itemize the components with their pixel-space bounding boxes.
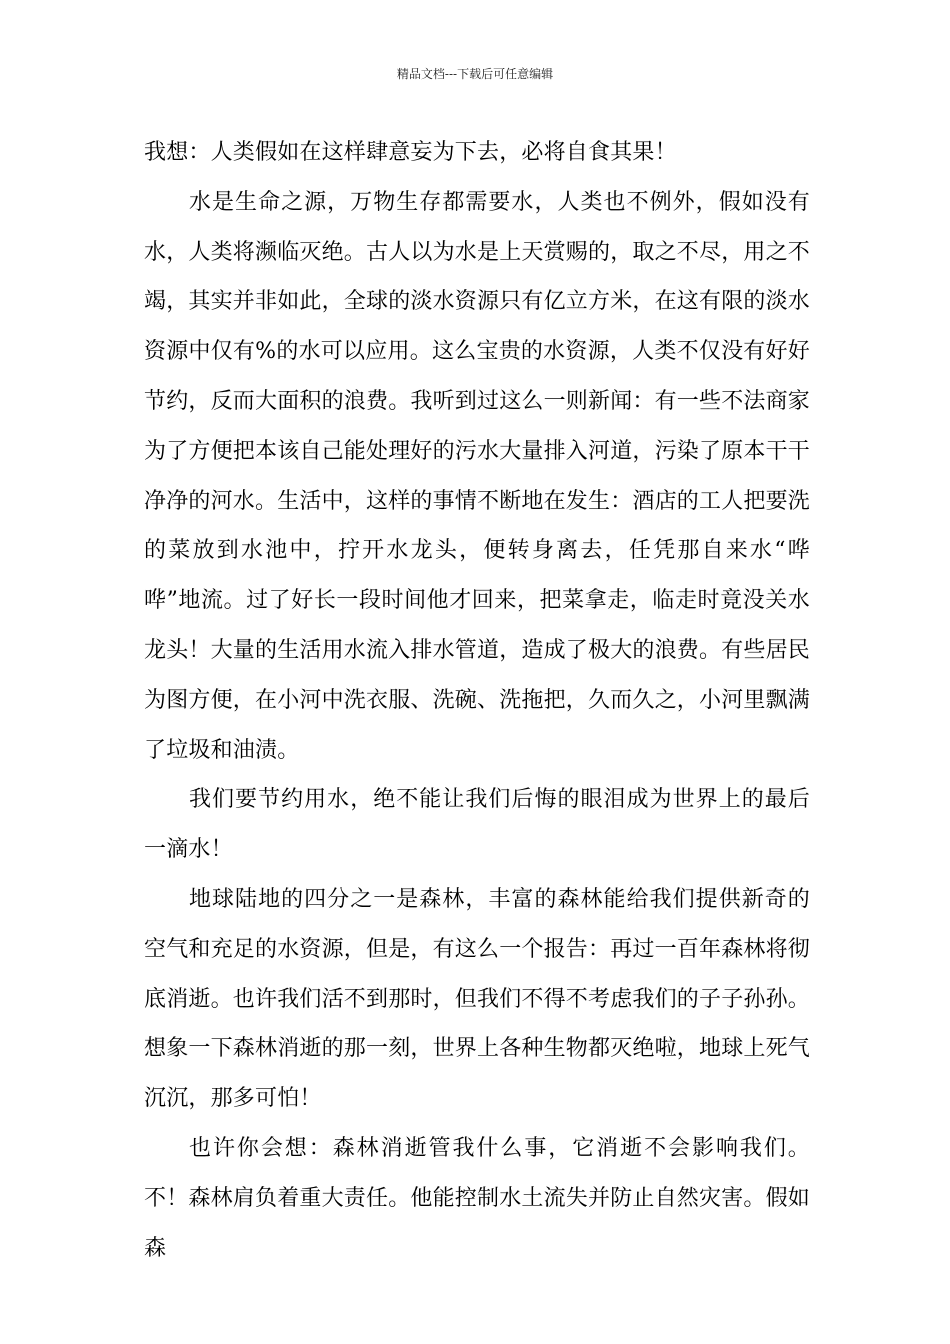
paragraph-2: 水是生命之源，万物生存都需要水，人类也不例外，假如没有水，人类将濒临灭绝。古人以为水是上天赏赐的，取之不尽，用之不竭，其实并非如此，全球的淡水资源只有亿立方米，在这有限的淡水资源中仅有%的水可以应用。这么宝贵的水资源，人类不仅没有好好节约，反而大面积的浪费。我听到过这么一则新闻：有一些不法商家为了方便把本该自己能处理好的污水大量排入河道，污染了原本干干净净的河水。生活中，这样的事情不断地在发生：酒店的工人把要洗的菜放到水池中，拧开水龙头，便转身离去，任凭那自来水“哗哗”地流。过了好长一段时间他才回来，把菜拿走，临走时竟没关水龙头！大量的生活用水流入排水管道，造成了极大的浪费。有些居民为图方便，在小河中洗衣服、洗碗、洗拖把，久而久之，小河里飘满了垃圾和油渍。 [144,189,811,763]
paragraph-1: 我想：人类假如在这样肆意妄为下去，必将自食其果！ [144,140,677,165]
paragraph-5: 也许你会想：森林消逝管我什么事，它消逝不会影响我们。不！森林肩负着重大责任。他能控制水土流失并防止自然灾害。假如森 [144,1135,811,1261]
paragraph-3: 我们要节约用水，绝不能让我们后悔的眼泪成为世界上的最后一滴水！ [144,787,810,863]
page-header: 精品文档---下载后可任意编辑 [396,67,554,81]
document-body [144,128,810,1273]
paragraph-4: 地球陆地的四分之一是森林，丰富的森林能给我们提供新奇的空气和充足的水资源，但是，有这么一个报告：再过一百年森林将彻底消逝。也许我们活不到那时，但我们不得不考虑我们的子子孙孙。想象一下森林消逝的那一刻，世界上各种生物都灭绝啦，地球上死气沉沉，那多可怕！ [144,886,811,1112]
